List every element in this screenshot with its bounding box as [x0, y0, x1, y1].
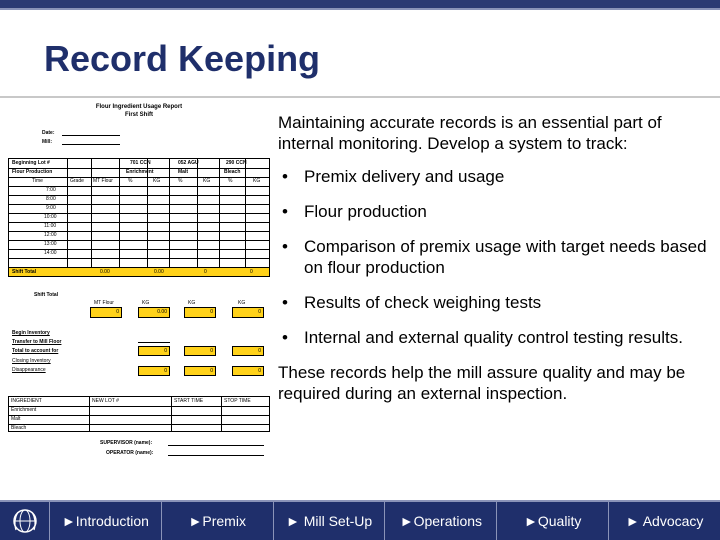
operator-label: OPERATOR (name):	[106, 450, 154, 456]
date-line	[62, 135, 120, 136]
col-time: Time	[32, 178, 43, 184]
ing-header: STOP TIME	[224, 398, 251, 404]
ing-row: Bleach	[11, 425, 27, 431]
shift-total-value: 0.00	[100, 269, 110, 275]
st2-cell: 0.00	[138, 307, 170, 318]
time-row: 9:00	[46, 205, 56, 211]
lot-code-3: 290 CCN	[226, 160, 247, 166]
col-pct-3: %	[228, 178, 233, 184]
closing-text: These records help the mill assure quality and may be required during an external inspection.	[278, 363, 686, 403]
inventory-cell: 0	[232, 366, 264, 376]
col-pct-1: %	[128, 178, 133, 184]
col-kg-3: KG	[253, 178, 261, 184]
st2-header: KG	[188, 300, 196, 306]
ing-row: Enrichment	[11, 407, 37, 413]
nav-introduction[interactable]: ►Introduction	[50, 502, 162, 540]
report-subtitle: First Shift	[125, 112, 153, 118]
nav-quality[interactable]: ►Quality	[497, 502, 609, 540]
col-mt-flour: MT Flour	[93, 178, 113, 184]
inventory-cell: 0	[184, 366, 216, 376]
st2-header: KG	[238, 300, 246, 306]
supervisor-line	[168, 445, 264, 446]
mill-line	[62, 144, 120, 145]
st2-cell: 0	[184, 307, 216, 318]
time-row: 14:00	[44, 250, 57, 256]
st2-header: KG	[142, 300, 150, 306]
inventory-row: Total to account for	[12, 348, 59, 354]
shift-total-row	[8, 267, 270, 277]
inventory-line	[138, 342, 170, 343]
nav-premix[interactable]: ►Premix	[162, 502, 274, 540]
inventory-cell: 0	[184, 346, 216, 356]
nav-operations[interactable]: ►Operations	[385, 502, 497, 540]
nav-advocacy[interactable]: ► Advocacy	[625, 513, 704, 529]
top-bar	[0, 0, 720, 10]
shift-total-value: 0	[250, 269, 253, 275]
ingredient-3: Bleach	[224, 169, 241, 175]
flour-production-label: Flour Production	[12, 169, 53, 175]
beginning-lot-label: Beginning Lot #	[12, 160, 50, 166]
bottom-nav	[0, 500, 720, 540]
intro-text: Maintaining accurate records is an essential part of internal monitoring. Develop a system to track:	[278, 113, 662, 153]
shift-total-label: Shift Total	[12, 269, 37, 275]
bullet-item: • Comparison of premix usage with target needs based on flour production	[278, 236, 712, 278]
shift-total-value: 0.00	[154, 269, 164, 275]
bullet-item: • Internal and external quality control testing results.	[278, 327, 712, 348]
supervisor-label: SUPERVISOR (name):	[100, 440, 153, 446]
time-row: 12:00	[44, 232, 57, 238]
ingredient-2: Malt	[178, 169, 188, 175]
bullet-item: • Flour production	[278, 201, 712, 222]
st2-cell: 0	[232, 307, 264, 318]
inventory-cell: 0	[232, 346, 264, 356]
inventory-row: Closing Inventory	[12, 358, 51, 364]
st2-cell: 0	[90, 307, 122, 318]
title-divider	[0, 96, 720, 98]
bullet-item: • Premix delivery and usage	[278, 166, 712, 187]
col-kg-1: KG	[153, 178, 161, 184]
inventory-row: Disappearance	[12, 367, 46, 373]
slide-body	[278, 112, 712, 416]
nav-mill-setup[interactable]: ► Mill Set-Up	[274, 502, 386, 540]
report-title: Flour Ingredient Usage Report	[95, 104, 183, 110]
slide-title: Record Keeping	[44, 38, 321, 79]
usage-report-image	[8, 104, 270, 464]
time-row: 13:00	[44, 241, 57, 247]
shift-total2-label: Shift Total	[34, 292, 59, 298]
lot-code-2: 052 AGU	[178, 160, 199, 166]
st2-header: MT Flour	[94, 300, 114, 306]
time-row: 11:00	[44, 223, 57, 229]
time-row: 8:00	[46, 196, 56, 202]
inventory-row: Begin Inventory	[12, 330, 50, 336]
col-pct-2: %	[178, 178, 183, 184]
ing-header: NEW LOT #	[92, 398, 119, 404]
ingredient-1: Enrichment	[126, 169, 154, 175]
inventory-cell: 0	[138, 346, 170, 356]
report-mill-label: Mill:	[42, 139, 52, 145]
report-date-label: Date:	[42, 130, 55, 136]
ing-row: Malt	[11, 416, 21, 422]
time-row: 7:00	[46, 187, 56, 193]
col-grade: Grade	[70, 178, 84, 184]
globe-wheat-icon[interactable]	[0, 502, 50, 540]
col-kg-2: KG	[203, 178, 211, 184]
inventory-row: Transfer to Mill Floor	[12, 339, 62, 345]
time-row: 10:00	[44, 214, 57, 220]
operator-line	[168, 455, 264, 456]
ing-header: START TIME	[174, 398, 204, 404]
ing-header: INGREDIENT	[11, 398, 42, 404]
inventory-cell: 0	[138, 366, 170, 376]
lot-code-1: 701 CCN	[130, 160, 151, 166]
bullet-item: • Results of check weighing tests	[278, 292, 712, 313]
bullet-list	[278, 166, 712, 348]
shift-total-value: 0	[204, 269, 207, 275]
